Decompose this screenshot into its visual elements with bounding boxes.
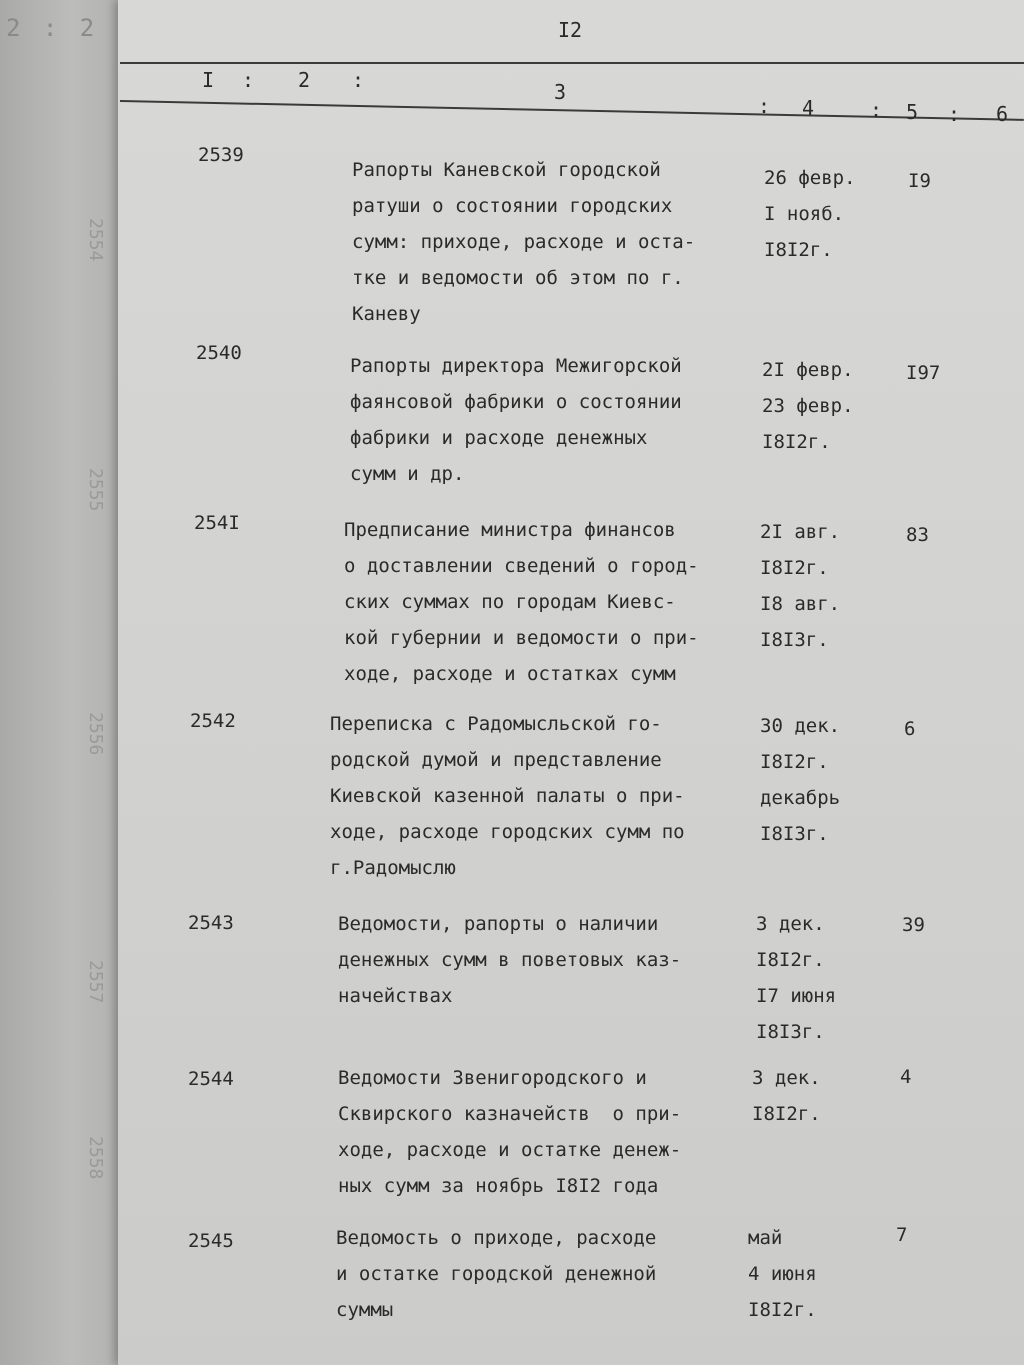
description-line: ходе, расходе городских сумм по: [330, 821, 685, 843]
entry-sheet-count: I97: [906, 362, 941, 384]
description-line: ходе, расходе и остатке денеж-: [338, 1139, 682, 1161]
description-line: кой губернии и ведомости о при-: [344, 627, 699, 649]
entry-sheet-count: 39: [902, 914, 925, 936]
date-line: I8I3г.: [760, 629, 829, 651]
date-line: декабрь: [760, 787, 841, 809]
date-line: май: [748, 1227, 783, 1249]
header-top-rule: [120, 62, 1024, 64]
description-line: Ведомости Звенигородского и: [338, 1067, 647, 1089]
margin-number: 2557: [85, 960, 106, 1004]
description-line: тке и ведомости об этом по г.: [352, 267, 684, 289]
description-line: о доставлении сведений о город-: [344, 555, 699, 577]
date-line: 2I февр.: [762, 359, 854, 381]
entry-dates: [764, 160, 856, 268]
entry-number: 2542: [190, 710, 236, 732]
entry-description: [338, 1060, 681, 1204]
margin-number: 2555: [85, 468, 106, 512]
description-line: денежных сумм в поветовых каз-: [338, 949, 682, 971]
previous-page-header: 2 : 2: [6, 14, 99, 42]
entry-description: [338, 906, 681, 1014]
description-line: Каневу: [352, 303, 421, 325]
date-line: I нояб.: [764, 203, 845, 225]
entry-dates: [756, 906, 836, 1050]
description-line: Ведомость о приходе, расходе: [336, 1227, 657, 1249]
date-line: I8I2г.: [748, 1299, 817, 1321]
description-line: Ведомости, рапорты о наличии: [338, 913, 659, 935]
entry-sheet-count: 6: [904, 718, 916, 740]
column-separator: :: [242, 68, 255, 92]
entry-sheet-count: 4: [900, 1066, 912, 1088]
column-header-5: 5: [906, 100, 919, 124]
date-line: 3 дек.: [752, 1067, 821, 1089]
description-line: ных сумм за ноябрь I8I2 года: [338, 1175, 659, 1197]
description-line: фаянсовой фабрики о состоянии: [350, 391, 682, 413]
column-header-1: I: [202, 68, 215, 92]
description-line: суммы: [336, 1299, 394, 1321]
date-line: 3 дек.: [756, 913, 825, 935]
entry-number: 2540: [196, 342, 242, 364]
entry-sheet-count: 83: [906, 524, 929, 546]
margin-number: 2558: [85, 1136, 106, 1180]
column-separator: :: [758, 94, 771, 118]
description-line: сумм: приходе, расходе и оста-: [352, 231, 696, 253]
entry-dates: [748, 1220, 817, 1328]
date-line: I8I3г.: [760, 823, 829, 845]
date-line: 23 февр.: [762, 395, 854, 417]
entry-description: [350, 348, 682, 492]
date-line: 4 июня: [748, 1263, 817, 1285]
description-line: Переписка с Радомысльской го-: [330, 713, 662, 735]
description-line: фабрики и расходе денежных: [350, 427, 648, 449]
entry-dates: [762, 352, 854, 460]
column-separator: :: [948, 102, 961, 126]
description-line: сумм и др.: [350, 463, 465, 485]
date-line: 26 февр.: [764, 167, 856, 189]
entry-description: [344, 512, 699, 692]
date-line: I8I2г.: [762, 431, 831, 453]
page-number: I2: [558, 18, 583, 42]
date-line: I8I2г.: [756, 949, 825, 971]
document-page: [118, 0, 1024, 1365]
description-line: и остатке городской денежной: [336, 1263, 657, 1285]
entry-number: 2545: [188, 1230, 234, 1252]
entry-number: 254I: [194, 512, 240, 534]
description-line: Рапорты Каневской городской: [352, 159, 661, 181]
description-line: начействах: [338, 985, 453, 1007]
column-separator: :: [870, 98, 883, 122]
margin-number: 2556: [85, 712, 106, 756]
description-line: родской думой и представление: [330, 749, 662, 771]
entry-description: [336, 1220, 656, 1328]
column-header-3: 3: [554, 80, 567, 104]
entry-number: 2543: [188, 912, 234, 934]
date-line: I8I3г.: [756, 1021, 825, 1043]
description-line: Сквирского казначейств о при-: [338, 1103, 682, 1125]
entry-description: [330, 706, 685, 886]
entry-sheet-count: 7: [896, 1224, 908, 1246]
date-line: I8I2г.: [752, 1103, 821, 1125]
date-line: I8I2г.: [760, 557, 829, 579]
description-line: г.Радомыслю: [330, 857, 456, 879]
entry-sheet-count: I9: [908, 170, 931, 192]
margin-number: 2554: [85, 218, 106, 262]
description-line: ских суммах по городам Киевс-: [344, 591, 676, 613]
column-header-2: 2: [298, 68, 311, 92]
entry-number: 2539: [198, 144, 244, 166]
date-line: I8 авг.: [760, 593, 841, 615]
date-line: I7 июня: [756, 985, 837, 1007]
description-line: Киевской казенной палаты о при-: [330, 785, 685, 807]
date-line: 2I авг.: [760, 521, 841, 543]
entry-number: 2544: [188, 1068, 234, 1090]
column-header-6: 6: [996, 102, 1009, 126]
previous-page-edge: [0, 0, 118, 1365]
entry-description: [352, 152, 695, 332]
description-line: Рапорты директора Межигорской: [350, 355, 682, 377]
header-bottom-rule: [120, 100, 1024, 121]
column-separator: :: [352, 68, 365, 92]
entry-dates: [752, 1060, 821, 1132]
date-line: I8I2г.: [764, 239, 833, 261]
date-line: 30 дек.: [760, 715, 841, 737]
description-line: Предписание министра финансов: [344, 519, 676, 541]
description-line: ратуши о состоянии городских: [352, 195, 673, 217]
entry-dates: [760, 514, 840, 658]
date-line: I8I2г.: [760, 751, 829, 773]
column-header-4: 4: [802, 96, 815, 120]
entry-dates: [760, 708, 840, 852]
description-line: ходе, расходе и остатках сумм: [344, 663, 676, 685]
